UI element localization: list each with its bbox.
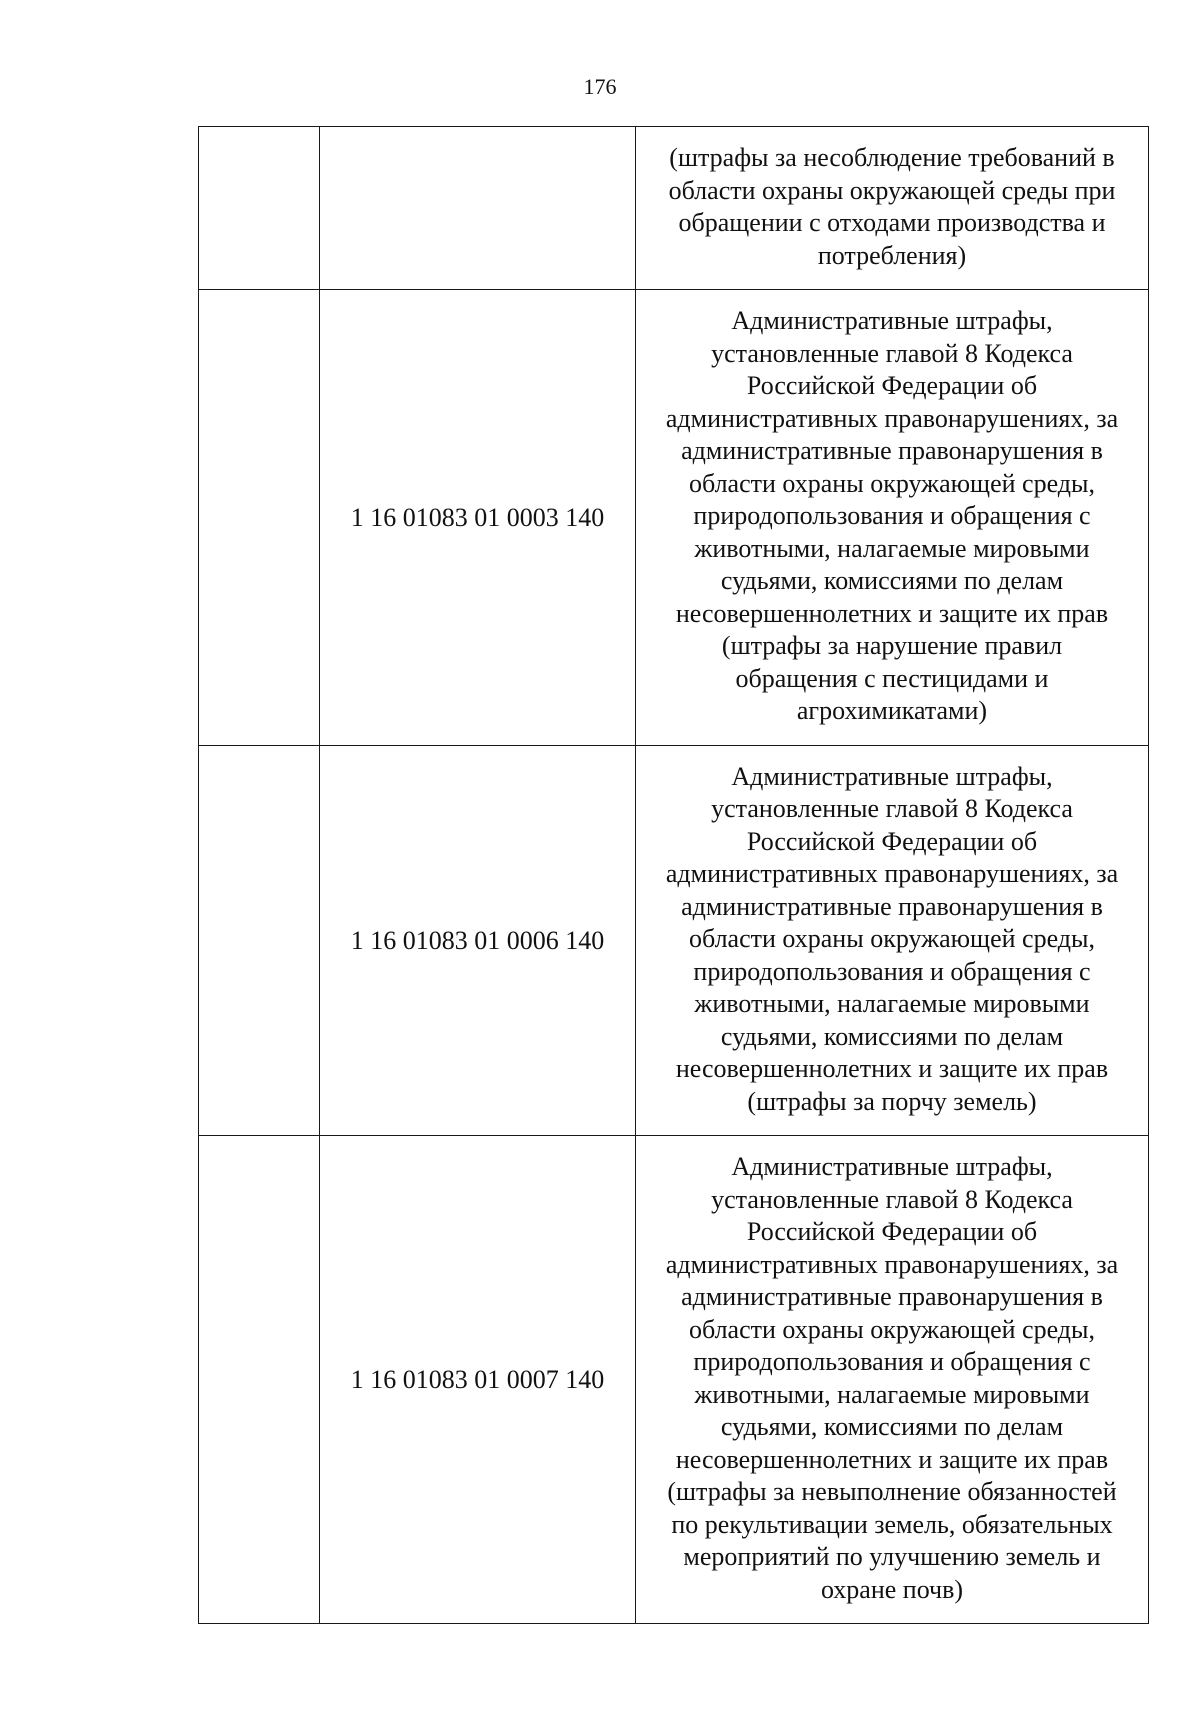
budget-code-cell [320,127,636,290]
table-cell-col1 [199,746,320,1136]
description-text: (штрафы за несоблюдение требований в области охраны окружающей среды при обращении с отходами производства и потребления) [668,143,1116,270]
budget-code-cell: 1 16 01083 01 0003 140 [320,290,636,746]
budget-code-cell: 1 16 01083 01 0007 140 [320,1136,636,1624]
description-text: Административные штрафы, установленные главой 8 Кодекса Российской Федерации об административных правонарушениях, за административные правонарушения в области охраны окружающей среды, природопользования и обращения с животными, налагаемые мировыми судьями, комиссиями по делам несовершеннолетних и защите их прав (штрафы за невыполнение обязанностей по рекультивации земель, обязательных мероприятий по улучшению земель и охране почв) [665,1152,1119,1604]
table-cell-col1 [199,290,320,746]
table-cell-col1 [199,127,320,290]
description-cell [636,746,1149,1136]
table-row [199,290,1149,746]
page-number: 176 [583,74,617,99]
table-cell-col1 [199,1136,320,1624]
table-row [199,746,1149,1136]
description-cell [636,1136,1149,1624]
table-row [199,1136,1149,1624]
description-text: Административные штрафы, установленные главой 8 Кодекса Российской Федерации об административных правонарушениях, за административные правонарушения в области охраны окружающей среды, природопользования и обращения с животными, налагаемые мировыми судьями, комиссиями по делам несовершеннолетних и защите их прав (штрафы за порчу земель) [665,761,1119,1116]
fines-table [198,126,1149,1624]
description-cell [636,127,1149,290]
description-text: Административные штрафы, установленные главой 8 Кодекса Российской Федерации об административных правонарушениях, за административные правонарушения в области охраны окружающей среды, природопользования и обращения с животными, налагаемые мировыми судьями, комиссиями по делам несовершеннолетних и защите их прав (штрафы за нарушение правил обращения с пестицидами и агрохимикатами) [665,306,1119,726]
budget-code-cell: 1 16 01083 01 0006 140 [320,746,636,1136]
description-cell [636,290,1149,746]
table-row [199,127,1149,290]
